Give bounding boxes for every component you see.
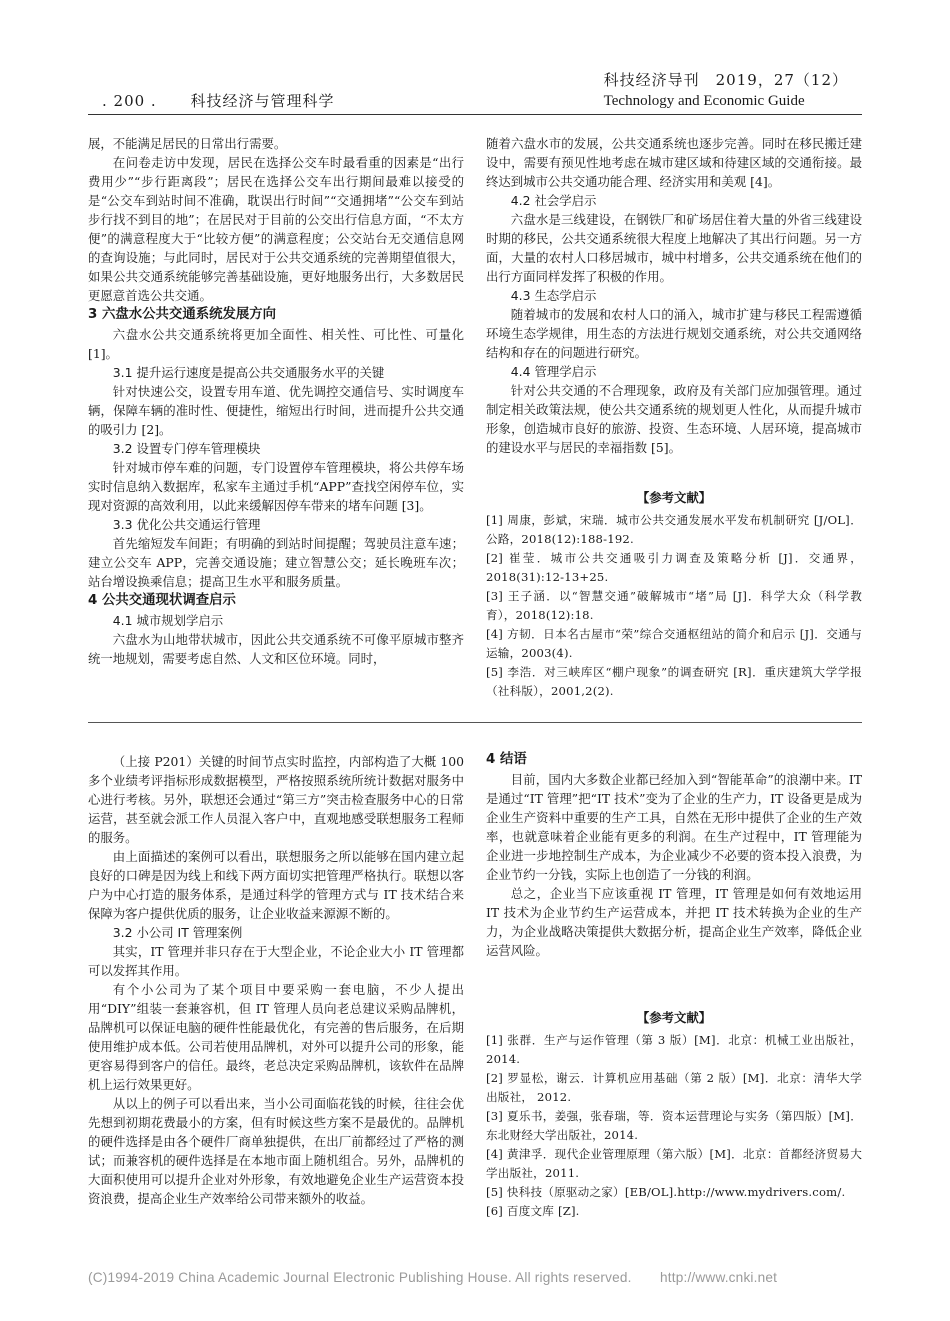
subsection-heading: 3.1 提升运行速度是提高公共交通服务水平的关键 xyxy=(112,365,385,380)
subsection-heading: 3.2 设置专门停车管理模块 xyxy=(112,441,261,456)
paragraph: 首先缩短发车间距；有明确的到站时间提醒；驾驶员注意车速；建立公交车 APP，完善交通设施；建立智慧公交；延长晚班车次；站台增设换乘信息；提高卫生水平和服务质量。 xyxy=(88,536,464,589)
journal-name-english: Technology and Economic Guide xyxy=(603,93,805,109)
section-heading: 4 结语 xyxy=(486,752,527,767)
reference-item: [4] 方韧．日本名古屋市“荣”综合交通枢纽站的简介和启示 [J]．交通与运输，2003(4). xyxy=(486,627,862,660)
section-heading: 4 公共交通现状调查启示 xyxy=(88,593,236,608)
section-heading: 3 六盘水公共交通系统发展方向 xyxy=(88,307,277,322)
paragraph: 针对快速公交，设置专用车道、优先调控交通信号、实时调度车辆，保障车辆的准时性、便捷性，缩短出行时间，进而提升公共交通的吸引力 [2]。 xyxy=(88,384,464,437)
reference-item: [1] 周康，彭斌，宋瑞．城市公共交通发展水平发布机制研究 [J/OL]．公路，2018(12):188-192. xyxy=(486,513,862,546)
reference-item: [5] 快科技（原驱动之家）[EB/OL].http://www.mydrivers.com/. xyxy=(486,1185,846,1199)
reference-item: [5] 李浩．对三峡库区“棚户现象”的调查研究 [R]．重庆建筑大学学报（社科版），2001,2(2). xyxy=(486,665,862,698)
reference-item: [2] 崔莹．城市公共交通吸引力调查及策略分析 [J]．交通界，2018(31):12-13+25. xyxy=(486,551,862,584)
reference-item: [4] 黄津孚．现代企业管理原理（第六版）[M]．北京：首都经济贸易大学出版社，2011. xyxy=(486,1147,862,1180)
reference-item: [2] 罗显松，谢云．计算机应用基础（第 2 版）[M]．北京：清华大学出版社， 2012. xyxy=(486,1071,862,1104)
subsection-heading: 4.2 社会学启示 xyxy=(510,193,597,208)
bottom-article-left-column xyxy=(88,752,464,1208)
top-references xyxy=(486,480,862,701)
page-number: . 200 . xyxy=(102,92,157,110)
paragraph: 从以上的例子可以看出来，当小公司面临花钱的时候，往往会优先想到初期花费最小的方案，但有时候这些方案不是最优的。品牌机的硬件选择是由各个硬件厂商单独提供，在出厂前都经过了严格的测试；而兼容机的硬件选择是在本地市面上随机组合。另外，品牌机的大面积使用可以提升企业对外形象，有效地避免企业生产运营资本投资浪费，提高企业生产效率给公司带来额外的收益。 xyxy=(88,1096,464,1206)
top-article-right-column xyxy=(486,134,862,457)
subsection-heading: 3.3 优化公共交通运行管理 xyxy=(112,517,261,532)
paragraph: 随着六盘水市的发展，公共交通系统也逐步完善。同时在移民搬迁建设中，需要有预见性地考虑在城市建区域和待建区域的交通衔接。最终达到城市公共交通功能合理、经济实用和美观 [4]。 xyxy=(486,136,862,189)
subsection-heading: 4.3 生态学启示 xyxy=(510,288,597,303)
top-article-left-column xyxy=(88,134,464,668)
paragraph: 六盘水是三线建设，在钢铁厂和矿场居住着大量的外省三线建设时期的移民，公共交通系统很大程度上地解决了其出行问题。另一方面，大量的农村人口移居城市，城中村增多，公共交通系统在他们的出行方面同样发挥了积极的作用。 xyxy=(486,212,862,284)
footer-url: http://www.cnki.net xyxy=(660,1270,778,1285)
header-rule xyxy=(88,114,862,115)
subsection-heading: 3.2 小公司 IT 管理案例 xyxy=(112,925,243,940)
header-left xyxy=(102,90,335,111)
reference-item: [6] 百度文库 [Z]. xyxy=(486,1204,580,1218)
paragraph: 总之，企业当下应该重视 IT 管理，IT 管理是如何有效地运用 IT 技术为企业节约生产运营成本，并把 IT 技术转换为企业的生产力，为企业战略决策提供大数据分析，提高企业生产效率，降低企业运营风险。 xyxy=(486,886,862,958)
bottom-references xyxy=(486,1000,862,1221)
reference-item: [3] 夏乐书，姜强，张春瑞，等．资本运营理论与实务（第四版）[M]．东北财经大学出版社，2014. xyxy=(486,1109,862,1142)
paragraph: 随着城市的发展和农村人口的涌入，城市扩建与移民工程需遵循环境生态学规律，用生态的方法进行规划交通系统，对公共交通网络结构和存在的问题进行研究。 xyxy=(486,307,862,360)
paragraph: 其实，IT 管理并非只存在于大型企业，不论企业大小 IT 管理都可以发挥其作用。 xyxy=(88,944,464,978)
journal-name-issue: 科技经济导刊 2019，27（12） xyxy=(603,71,848,89)
paragraph: 针对城市停车难的问题，专门设置停车管理模块，将公共停车场实时信息纳入数据库，私家车主通过手机“APP”查找空闲停车位，实现对资源的高效利用，以此来缓解因停车带来的堵车问题 [3]。 xyxy=(88,460,464,513)
paragraph: 展，不能满足居民的日常出行需要。 xyxy=(88,136,287,151)
paragraph: 有个小公司为了某个项目中要采购一套电脑，不少人提出用“DIY”组装一套兼容机，但 IT 管理人员向老总建议采购品牌机，品牌机可以保证电脑的硬件性能最优化，有完善的售后服务，在后期使用维护成本低。公司若使用品牌机，对外可以提升公司的形象，能更容易得到客户的信任。最终，老总决定采购品牌机，该软件在品牌机上运行效果更好。 xyxy=(88,982,464,1092)
reference-item: [3] 王子涵．以“智慧交通”破解城市“堵”局 [J]．科学大众（科学教育），2018(12):18. xyxy=(486,589,862,622)
page-footer xyxy=(88,1270,778,1285)
header-right xyxy=(604,70,848,112)
subsection-heading: 4.1 城市规划学启示 xyxy=(112,613,224,628)
copyright-notice: (C)1994-2019 China Academic Journal Electronic Publishing House. All rights reserved. xyxy=(88,1270,632,1285)
paragraph: 在问卷走访中发现，居民在选择公交车时最看重的因素是“出行费用少”“步行距离段”；居民在选择公交车出行期间最难以接受的是“公交车到站时间不准确，耽误出行时间”“交通拥堵”“公交车到站步行找不到目的地”；在居民对于目前的公交出行信息方面，“不太方便”的满意程度大于“比较方便”的满意程度；公交站台无交通信息网的查询设施；与此同时，居民对于公共交通系统的完善期望值很大，如果公共交通系统能够完善基础设施，更好地服务出行，大多数居民更愿意首选公共交通。 xyxy=(88,155,464,303)
article-divider xyxy=(88,722,862,723)
references-heading: 【参考文献】 xyxy=(636,490,712,505)
bottom-article-right-column xyxy=(486,750,862,960)
reference-item: [1] 张群．生产与运作管理（第 3 版）[M]．北京：机械工业出版社，2014. xyxy=(486,1033,862,1066)
paragraph: 六盘水公共交通系统将更加全面性、相关性、可比性、可量化 [1]。 xyxy=(88,327,464,361)
paragraph: （上接 P201）关键的时间节点实时监控，内部构造了大概 100 多个业绩考评指标形成数据模型，严格按照系统所统计数据对服务中心进行考核。另外，联想还会通过“第三方”突击检查服务中心的日常运营，甚至就会派工作人员混入客户中，直观地感受联想服务工程师的服务。 xyxy=(88,754,464,845)
paragraph: 针对公共交通的不合理现象，政府及有关部门应加强管理。通过制定相关政策法规，使公共交通系统的规划更人性化，从而提升城市形象，创造城市良好的旅游、投资、生态环境、人居环境，提高城市的建设水平与居民的幸福指数 [5]。 xyxy=(486,383,862,455)
paragraph: 目前，国内大多数企业都已经加入到“智能革命”的浪潮中来。IT 是通过“IT 管理”把“IT 技术”变为了企业的生产力，IT 设备更是成为企业生产资料中重要的生产工具，自然在无形中提供了企业的生产效率，也就意味着企业能有更多的利润。在生产过程中，IT 管理能为企业进一步地控制生产成本，为企业减少不必要的资本投入浪费，为企业节约一分钱，实际上也创造了一分钱的利润。 xyxy=(486,772,862,882)
paragraph: 六盘水为山地带状城市，因此公共交通系统不可像平原城市整齐统一地规划，需要考虑自然、人文和区位环境。同时， xyxy=(88,632,464,666)
paragraph: 由上面描述的案例可以看出，联想服务之所以能够在国内建立起良好的口碑是因为线上和线下两方面切实把管理严格执行。联想以客户为中心打造的服务体系，是通过科学的管理方式与 IT 技术结合来保障为客户提供优质的服务，让企业收益来源源不断的。 xyxy=(88,849,464,921)
journal-section-title: 科技经济与管理科学 xyxy=(190,92,335,110)
subsection-heading: 4.4 管理学启示 xyxy=(510,364,597,379)
references-heading: 【参考文献】 xyxy=(636,1010,712,1025)
